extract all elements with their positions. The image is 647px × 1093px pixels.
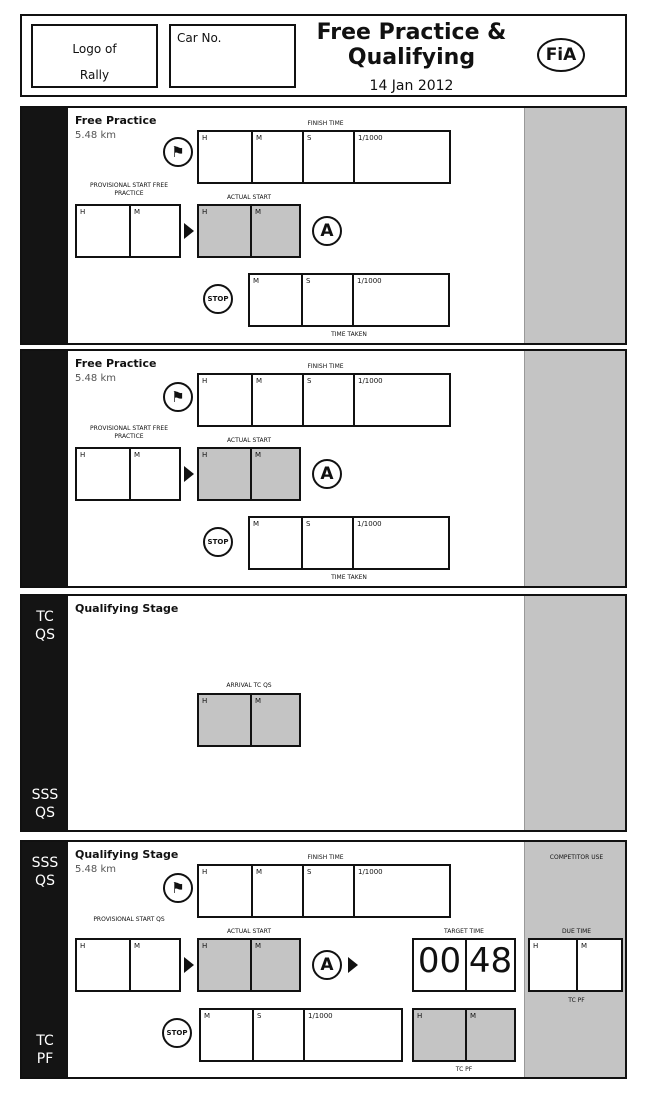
stop-second-cell[interactable]: S [252, 1010, 303, 1060]
provisional-start-label: PROVISIONAL START FREE PRACTICE [89, 182, 169, 197]
logo-label-line1: Logo of [72, 42, 117, 56]
actual-start-boxes[interactable] [197, 938, 301, 992]
section-title: Qualifying Stage [75, 848, 179, 861]
chequered-flag-icon: ⚑ [163, 873, 193, 903]
due-tcpf-label: TC PF [568, 997, 585, 1004]
taken-thousandth-cell[interactable]: 1/1000 [352, 518, 448, 568]
stage-distance: 5.48 km [75, 864, 116, 875]
form-date: 14 Jan 2012 [369, 78, 454, 94]
section-title: Free Practice [75, 114, 157, 127]
official-use-column [524, 108, 625, 343]
taken-thousandth-cell[interactable]: 1/1000 [352, 275, 448, 325]
tcpf-hour-cell[interactable]: H [417, 1012, 423, 1020]
actual-start-label: ACTUAL START [226, 437, 272, 444]
taken-minute-cell[interactable]: M [253, 277, 260, 285]
provisional-minute-cell[interactable]: M [129, 206, 179, 256]
arrival-time-boxes[interactable] [197, 693, 301, 747]
actual-start-label: ACTUAL START [226, 928, 272, 935]
finish-minute-cell[interactable]: M [251, 132, 302, 182]
stage-distance: 5.48 km [75, 130, 116, 141]
provisional-start-boxes[interactable] [75, 938, 181, 992]
provisional-start-boxes[interactable] [75, 204, 181, 258]
start-driver-icon: A [312, 216, 342, 246]
provisional-minute-cell[interactable]: M [129, 940, 179, 990]
stop-minute-cell[interactable]: M [204, 1012, 211, 1020]
finish-second-cell[interactable]: S [302, 375, 353, 425]
form-header [20, 14, 627, 97]
arrival-minute-cell[interactable]: M [250, 695, 299, 745]
arrow-right-icon [184, 957, 194, 973]
arrival-tc-label: ARRIVAL TC QS [226, 682, 272, 689]
section-title: Free Practice [75, 357, 157, 370]
bar-label-pf: PF [36, 1051, 54, 1067]
finish-time-boxes[interactable] [197, 864, 451, 918]
competitor-use-label: COMPETITOR USE [549, 854, 604, 861]
rally-logo-box [31, 24, 158, 88]
finish-hour-cell[interactable]: H [202, 134, 208, 142]
provisional-minute-cell[interactable]: M [129, 449, 179, 499]
bar-label-qs-bottom: QS [35, 805, 55, 821]
target-minute-value: 48 [465, 940, 514, 990]
stage-distance: 5.48 km [75, 373, 116, 384]
section-title: Qualifying Stage [75, 602, 179, 615]
free-practice-section-1 [20, 106, 627, 345]
time-taken-boxes[interactable] [248, 516, 450, 570]
tcpf-time-boxes[interactable] [412, 1008, 516, 1062]
actual-hour-cell[interactable]: H [202, 451, 208, 459]
bar-label-tc: TC [36, 1033, 54, 1049]
finish-time-label: FINISH TIME [307, 854, 344, 861]
section-side-bar [22, 108, 68, 343]
qualifying-arrival-section [20, 594, 627, 832]
chequered-flag-icon: ⚑ [163, 382, 193, 412]
stop-icon: STOP [162, 1018, 192, 1048]
title-line1: Free Practice & [316, 20, 507, 45]
bar-label-qs: QS [35, 873, 55, 889]
fia-logo-icon: FiA [537, 38, 585, 72]
actual-minute-cell[interactable]: M [250, 940, 299, 990]
arrow-right-icon [348, 957, 358, 973]
tcpf-minute-cell[interactable]: M [465, 1010, 514, 1060]
due-minute-cell[interactable]: M [576, 940, 621, 990]
actual-hour-cell[interactable]: H [202, 942, 208, 950]
section-side-bar [22, 842, 68, 1077]
car-number-label: Car No. [177, 31, 222, 45]
finish-minute-cell[interactable]: M [251, 375, 302, 425]
title-line2: Qualifying [347, 45, 476, 70]
finish-thousandth-cell[interactable]: 1/1000 [353, 375, 449, 425]
due-time-label: DUE TIME [561, 928, 592, 935]
time-taken-boxes[interactable] [248, 273, 450, 327]
free-practice-section-2 [20, 349, 627, 588]
taken-minute-cell[interactable]: M [253, 520, 260, 528]
actual-minute-cell[interactable]: M [250, 449, 299, 499]
finish-second-cell[interactable]: S [302, 866, 353, 916]
finish-hour-cell[interactable]: H [202, 377, 208, 385]
finish-minute-cell[interactable]: M [251, 866, 302, 916]
finish-thousandth-cell[interactable]: 1/1000 [353, 866, 449, 916]
target-time-boxes [412, 938, 516, 992]
arrow-right-icon [184, 466, 194, 482]
actual-minute-cell[interactable]: M [250, 206, 299, 256]
form-title [304, 20, 519, 70]
finish-time-label: FINISH TIME [307, 120, 344, 127]
section-side-bar [22, 596, 68, 830]
stop-icon: STOP [203, 284, 233, 314]
time-taken-label: TIME TAKEN [331, 331, 367, 338]
arrival-hour-cell[interactable]: H [202, 697, 208, 705]
provisional-start-label: PROVISIONAL START QS [93, 916, 165, 923]
tcpf-label: TC PF [455, 1066, 473, 1073]
bar-label-sss: SSS [31, 787, 59, 803]
finish-thousandth-cell[interactable]: 1/1000 [353, 132, 449, 182]
logo-label-line2: Rally [79, 68, 110, 82]
section-side-bar [22, 351, 68, 586]
provisional-hour-cell[interactable]: H [80, 451, 86, 459]
target-time-label: TARGET TIME [444, 928, 484, 935]
official-use-column [524, 351, 625, 586]
stop-icon: STOP [203, 527, 233, 557]
actual-start-label: ACTUAL START [226, 194, 272, 201]
due-time-boxes[interactable] [528, 938, 623, 992]
actual-start-boxes[interactable] [197, 204, 301, 258]
target-hour-value: 00 [417, 941, 462, 981]
start-driver-icon: A [312, 459, 342, 489]
finish-second-cell[interactable]: S [302, 132, 353, 182]
finish-time-label: FINISH TIME [307, 363, 344, 370]
provisional-hour-cell[interactable]: H [80, 942, 86, 950]
bar-label-qs: QS [35, 627, 55, 643]
provisional-start-boxes[interactable] [75, 447, 181, 501]
taken-second-cell[interactable]: S [301, 275, 352, 325]
actual-hour-cell[interactable]: H [202, 208, 208, 216]
provisional-start-label: PROVISIONAL START FREE PRACTICE [89, 425, 169, 440]
arrow-right-icon [184, 223, 194, 239]
taken-second-cell[interactable]: S [301, 518, 352, 568]
stop-thousandth-cell[interactable]: 1/1000 [303, 1010, 401, 1060]
bar-label-tc: TC [36, 609, 54, 625]
finish-time-boxes[interactable] [197, 130, 451, 184]
finish-hour-cell[interactable]: H [202, 868, 208, 876]
bar-label-sss: SSS [31, 855, 59, 871]
provisional-hour-cell[interactable]: H [80, 208, 86, 216]
actual-start-boxes[interactable] [197, 447, 301, 501]
chequered-flag-icon: ⚑ [163, 137, 193, 167]
stop-time-boxes[interactable] [199, 1008, 403, 1062]
car-number-box[interactable] [169, 24, 296, 88]
due-hour-cell[interactable]: H [533, 942, 539, 950]
finish-time-boxes[interactable] [197, 373, 451, 427]
official-use-column [524, 596, 625, 830]
qualifying-stage-section [20, 840, 627, 1079]
start-driver-icon: A [312, 950, 342, 980]
time-taken-label: TIME TAKEN [331, 574, 367, 581]
